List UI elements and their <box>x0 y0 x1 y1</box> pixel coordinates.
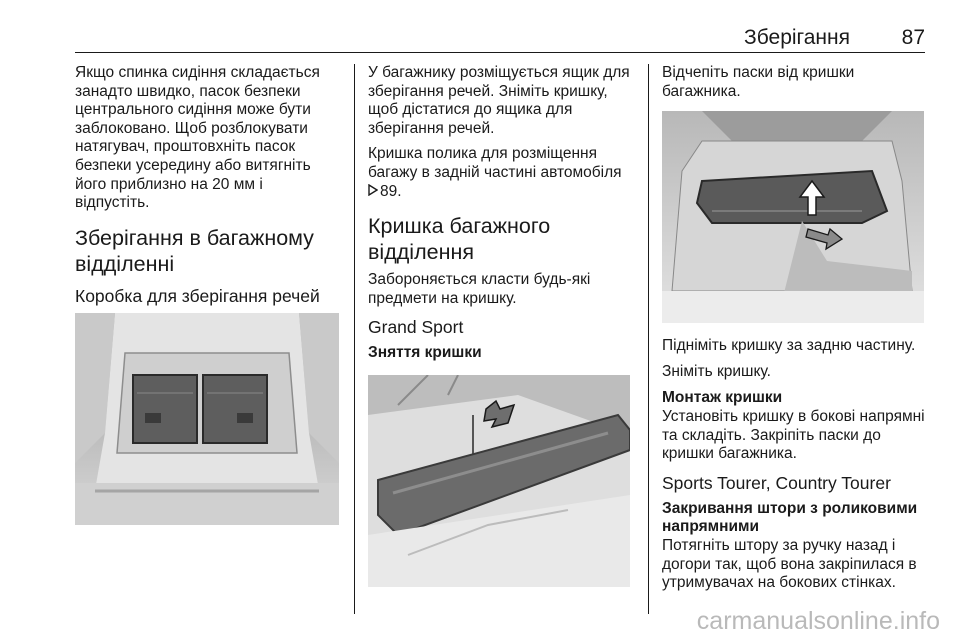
paragraph: Відчепіть паски від кришки багажника. <box>662 64 855 100</box>
paragraph: У багажнику розміщується ящик для зберігання речей. Зніміть кришку, щоб дістатися до ящика для зберігання речей. <box>368 64 630 137</box>
heading-load-compartment-cover: Кришка багажного відділення <box>368 214 551 265</box>
paragraph: Якщо спинка сидіння складається занадто швидко, пасок безпеки центрального сидіння може бути заблоковано. Щоб розблокувати натягувач, проштовхніть пасок безпеки усередину або витягніть його приблизно на 20 мм і відпустіть. <box>75 64 320 212</box>
paragraph: Установіть кришку в бокові напрямні та складіть. Закріпіть паски до кришки багажника. <box>662 407 925 463</box>
section-title: Зберігання <box>744 26 850 49</box>
page-header <box>75 22 925 52</box>
column-2 <box>368 64 636 587</box>
page-reference-icon <box>368 183 378 202</box>
page-number: 87 <box>901 26 925 49</box>
header-rule <box>75 52 925 53</box>
column-1 <box>75 64 340 525</box>
heading-close-blind: Закривання штори з роликовими напрямними <box>662 499 918 536</box>
heading-storage-in-trunk: Зберігання в багажному відділенні <box>75 225 314 276</box>
column-divider-1 <box>354 64 355 614</box>
paragraph-with-reference <box>368 145 636 201</box>
figure-lift-cover <box>662 111 932 323</box>
column-3 <box>662 64 932 600</box>
heading-install-cover: Монтаж кришки <box>662 389 783 407</box>
figure-storage-box <box>75 313 340 525</box>
heading-storage-box: Коробка для зберігання речей <box>75 285 320 306</box>
column-divider-2 <box>648 64 649 614</box>
paragraph: Забороняється класти будь-які предмети на кришку. <box>368 271 591 307</box>
paragraph: Зніміть кришку. <box>662 362 771 380</box>
heading-grand-sport: Grand Sport <box>368 317 464 338</box>
page-reference[interactable]: 89. <box>380 182 402 200</box>
watermark: carmanualsonline.info <box>696 607 940 635</box>
heading-remove-cover: Зняття кришки <box>368 344 482 362</box>
paragraph-text: Кришка полика для розміщення багажу в задній частині автомобіля <box>368 145 622 181</box>
figure-remove-cover <box>368 375 636 587</box>
paragraph: Потягніть штору за ручку назад і догори так, щоб вона закріпилася в утримувачах на бокових стінках. <box>662 536 917 592</box>
heading-sports-tourer: Sports Tourer, Country Tourer <box>662 472 891 493</box>
paragraph: Підніміть кришку за задню частину. <box>662 337 916 355</box>
